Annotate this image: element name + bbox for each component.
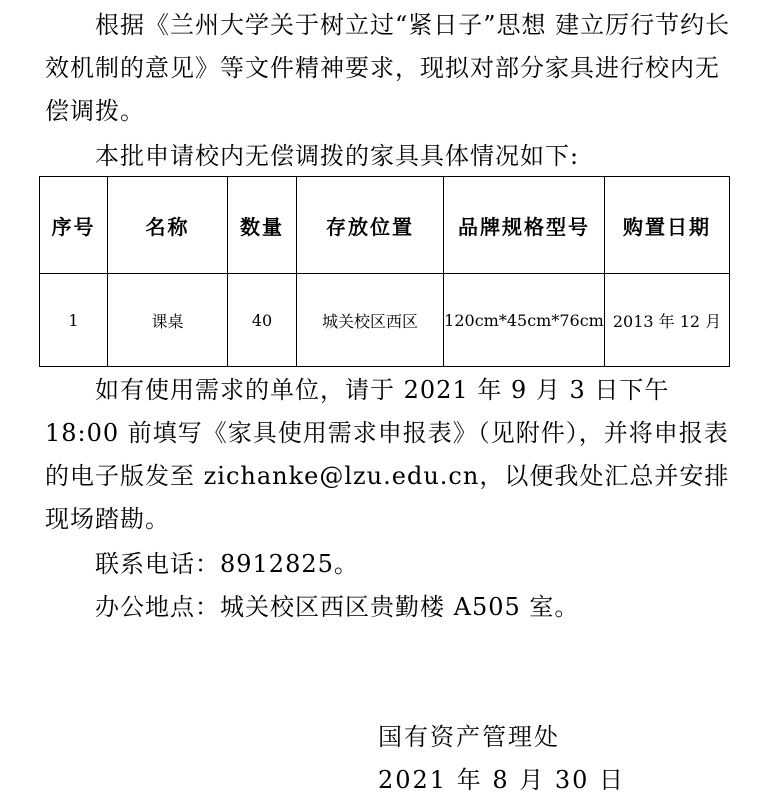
- header-spec: 品牌规格型号: [444, 177, 605, 274]
- table-header-row: [40, 177, 730, 274]
- signature-office: 国有资产管理处: [378, 723, 560, 751]
- cell-spec: 120cm*45cm*76cm: [444, 274, 605, 367]
- header-location: 存放位置: [297, 177, 444, 274]
- cell-location: 城关校区西区: [297, 274, 444, 367]
- header-index: 序号: [40, 177, 108, 274]
- intro-paragraph: 根据《兰州大学关于树立过“紧日子”思想 建立厉行节约长效机制的意见》等文件精神要求，现拟对部分家具进行校内无偿调拨。: [45, 11, 731, 125]
- phone-line: 联系电话：8912825。: [95, 550, 359, 578]
- signature-date: 2021 年 8 月 30 日: [378, 766, 626, 794]
- header-quantity: 数量: [228, 177, 297, 274]
- table-row: [40, 274, 730, 367]
- cell-purchase-date: 2013 年 12 月: [605, 274, 730, 367]
- request-paragraph: 如有使用需求的单位，请于 2021 年 9 月 3 日下午 18:00 前填写《家具使用需求申报表》（见附件），并将申报表的电子版发至 zichanke@lzu.edu.cn，以便我处汇总并安排现场踏勘。: [45, 376, 730, 533]
- cell-quantity: 40: [228, 274, 297, 367]
- cell-name: 课桌: [108, 274, 228, 367]
- table-lead-text: 本批申请校内无偿调拨的家具具体情况如下:: [95, 142, 580, 170]
- address-line: 办公地点：城关校区西区贵勤楼 A505 室。: [95, 593, 580, 621]
- cell-index: 1: [40, 274, 108, 367]
- header-purchase-date: 购置日期: [605, 177, 730, 274]
- header-name: 名称: [108, 177, 228, 274]
- furniture-table: [39, 176, 730, 367]
